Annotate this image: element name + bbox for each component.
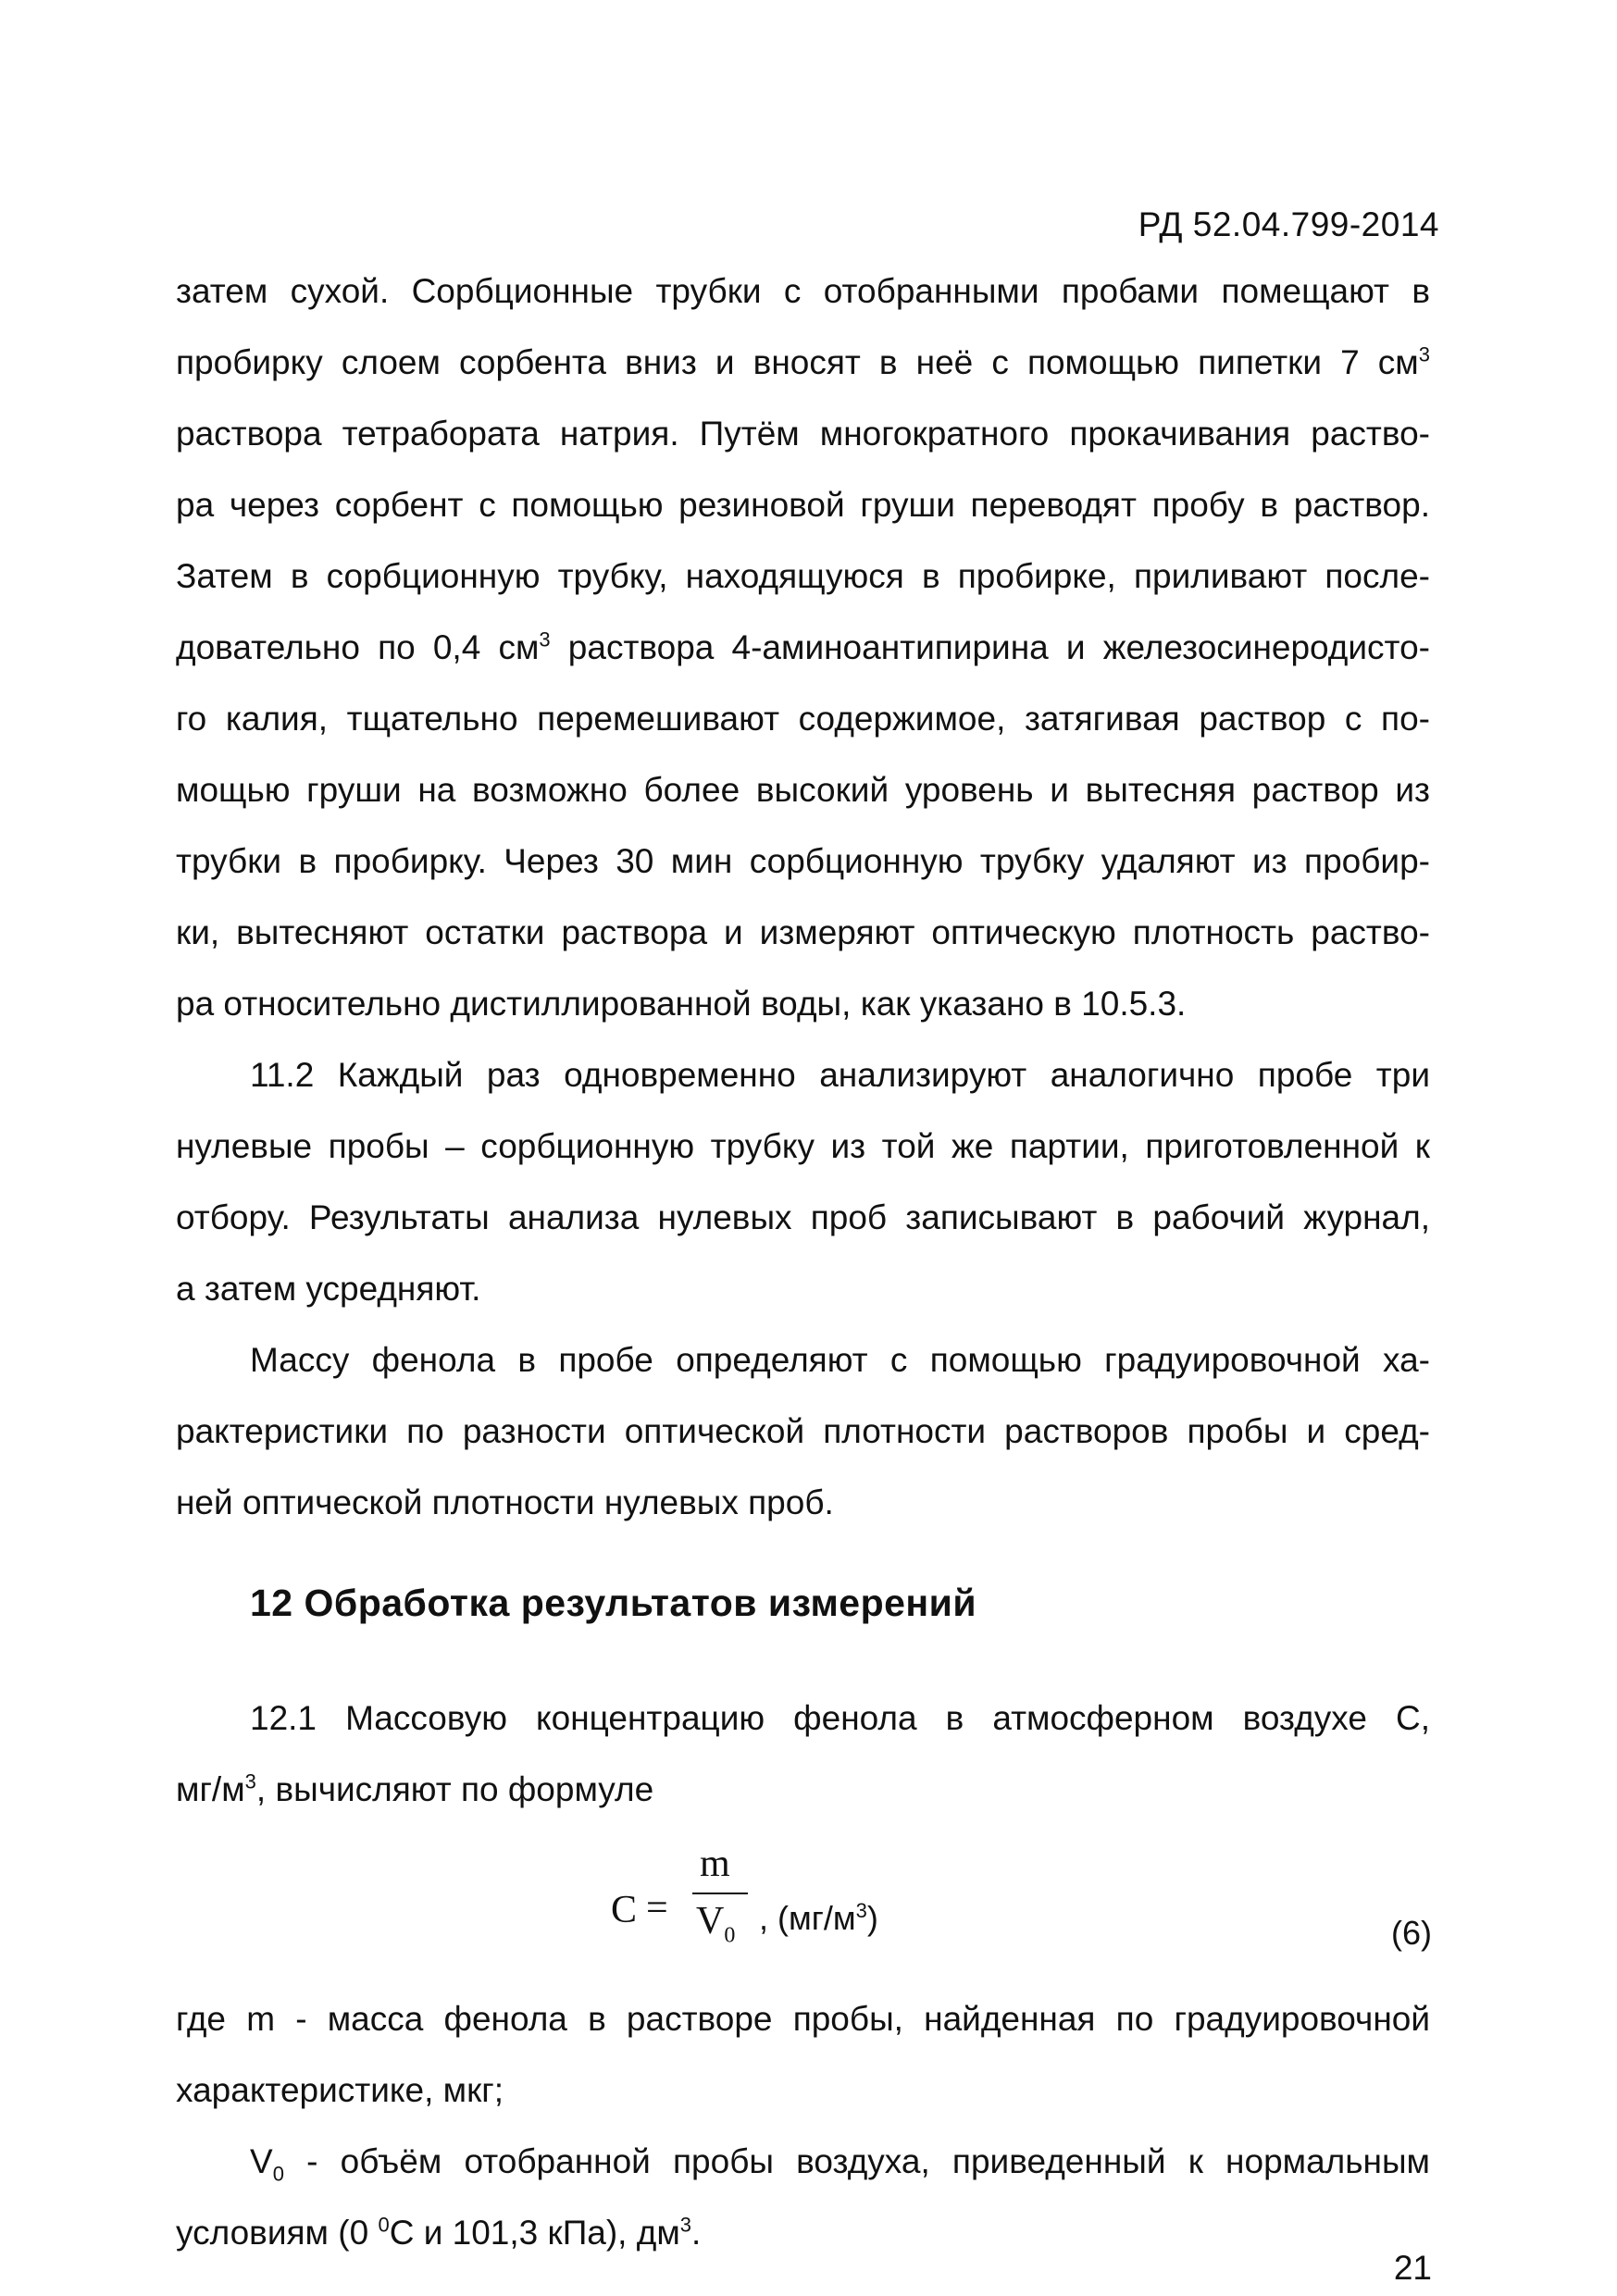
definition-m-line: характеристике, мкг;: [176, 2071, 504, 2109]
text-line: Массу фенола в пробе определяют с помощью градуировочной ха-: [250, 1341, 1430, 1379]
text-line: 11.2 Каждый раз одновременно анализируют аналогично пробе три: [250, 1056, 1430, 1094]
text-line: нулевые пробы – сорбционную трубку из той же партии, приготовленной к: [176, 1127, 1430, 1165]
document-id: РД 52.04.799-2014: [1138, 205, 1439, 243]
text-line: Затем в сорбционную трубку, находящуюся в пробирке, приливают после-: [176, 557, 1430, 595]
text-line: отбору. Результаты анализа нулевых проб записывают в рабочий журнал,: [176, 1198, 1430, 1236]
text-line: ней оптической плотности нулевых проб.: [176, 1483, 834, 1521]
text-line: ра относительно дистиллированной воды, как указано в 10.5.3.: [176, 985, 1187, 1023]
formula-lhs: C: [611, 1889, 638, 1931]
formula-units: , $(мг/м^3)$: [759, 1899, 878, 1937]
section-heading: 12 Обработка результатов измерений: [250, 1582, 977, 1624]
page-number: 21: [1393, 2249, 1432, 2287]
text-line: мощью груши на возможно более высокий уровень и вытесняя раствор из: [176, 771, 1430, 809]
text-line: 12.1 Массовую концентрацию фенола в атмосферном воздухе С,: [250, 1699, 1430, 1737]
text-line: ки, вытесняют остатки раствора и измеряют оптическую плотность раство-: [176, 913, 1430, 951]
definition-v-line: $V_0$ - объём отобранной пробы воздуха, приведенный к нормальным: [250, 2142, 1430, 2186]
equation-number: (6): [1391, 1914, 1432, 1952]
fraction-bar: [692, 1893, 748, 1894]
text-line: довательно по 0,4 $см^3$ раствора 4-аминоантипирина и железосинеродисто-: [176, 627, 1430, 666]
formula-6: [611, 1842, 1000, 1971]
definition-m-line: где m - масса фенола в растворе пробы, найденная по градуировочной: [176, 2000, 1430, 2038]
text-line: трубки в пробирку. Через 30 мин сорбционную трубку удаляют из пробир-: [176, 842, 1430, 880]
text-line: ра через сорбент с помощью резиновой груши переводят пробу в раствор.: [176, 486, 1430, 524]
definition-v-line: условиям (0 $^0$С и 101,3 кПа), $дм^3$.: [176, 2213, 702, 2252]
text-line: рактеристики по разности оптической плотности растворов пробы и сред-: [176, 1412, 1430, 1450]
formula-denominator: $V_0$: [696, 1900, 736, 1948]
text-line: пробирку слоем сорбента вниз и вносят в неё с помощью пипетки 7 $см^3$: [176, 342, 1430, 381]
text-line: го калия, тщательно перемешивают содержимое, затягивая раствор с по-: [176, 700, 1430, 738]
text-line: а затем усредняют.: [176, 1270, 481, 1308]
text-line: затем сухой. Сорбционные трубки с отобранными пробами помещают в: [176, 272, 1430, 310]
text-line: раствора тетрабората натрия. Путём многократного прокачивания раство-: [176, 415, 1430, 453]
formula-equals: =: [646, 1887, 668, 1930]
formula-numerator: m: [700, 1843, 730, 1885]
text-line: $мг/м^3$, вычисляют по формуле: [176, 1769, 654, 1808]
